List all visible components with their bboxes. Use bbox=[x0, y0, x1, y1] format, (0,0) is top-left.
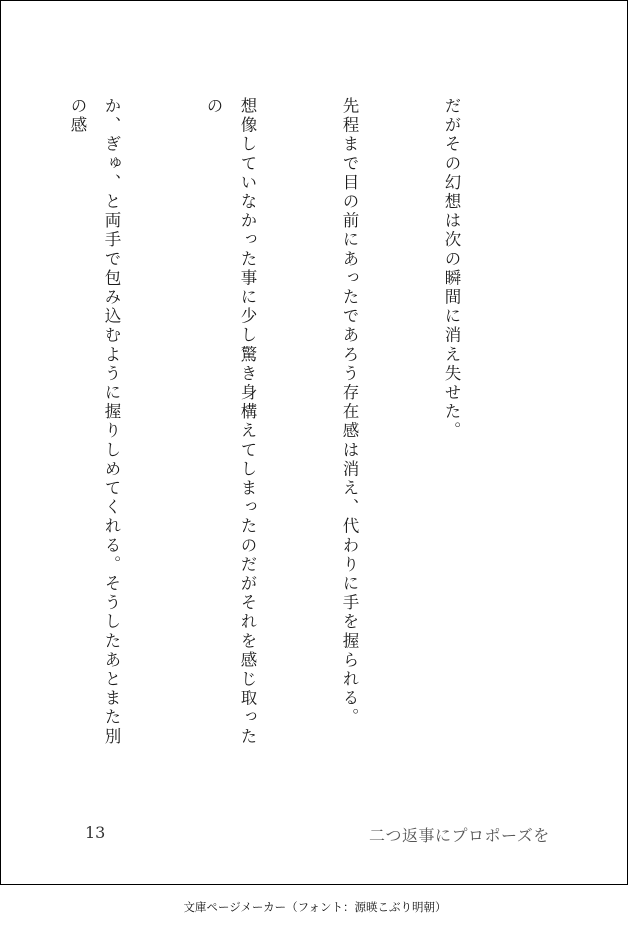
text-line: 先程まで目の前にあったであろう存在感は消え、代わりに手を握られる。 bbox=[340, 97, 359, 728]
text-line: 想像していなかった事に少し驚き身構えてしまったのだがそれを感じ取ったの bbox=[204, 97, 257, 747]
text-line: か、ぎゅ、と両手で包み込むように握りしめてくれる。そうしたあとまた別の感 bbox=[68, 97, 121, 747]
vertical-body-text bbox=[68, 97, 536, 747]
footer-credit: 文庫ページメーカー（フォント：源暎こぶり明朝） bbox=[183, 900, 447, 914]
text-line: だがその幻想は次の瞬間に消え失せた。 bbox=[442, 97, 461, 441]
page-number: 13 bbox=[85, 823, 106, 842]
running-title: 二つ返事にプロポーズを bbox=[369, 826, 550, 845]
